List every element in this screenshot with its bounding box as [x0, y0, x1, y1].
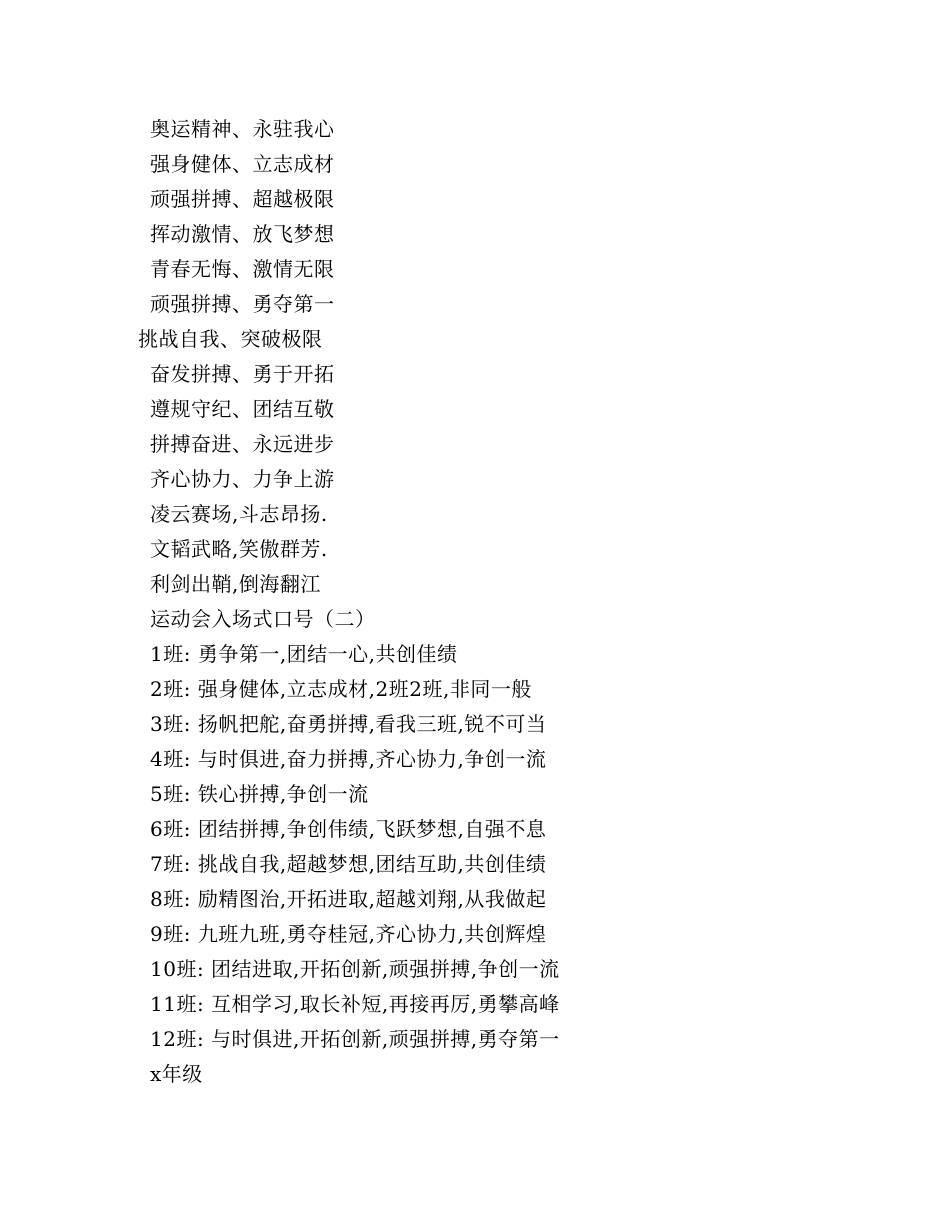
section-heading: 运动会入场式口号（二）: [150, 607, 376, 631]
class-slogan-line: 11班: 互相学习,取长补短,再接再厉,勇攀高峰: [150, 992, 560, 1016]
text-line: 青春无悔、激情无限: [150, 257, 335, 281]
class-slogan-line: 6班: 团结拼搏,争创伟绩,飞跃梦想,自强不息: [150, 817, 547, 841]
grade-heading: x年级: [150, 1062, 203, 1086]
class-slogan-line: 4班: 与时俱进,奋力拼搏,齐心协力,争创一流: [150, 747, 547, 771]
text-line: 利剑出鞘,倒海翻江: [150, 572, 321, 596]
text-line: 齐心协力、力争上游: [150, 467, 335, 491]
text-line: 凌云赛场,斗志昂扬.: [150, 502, 328, 526]
text-line: 遵规守纪、团结互敬: [150, 397, 335, 421]
class-slogan-line: 3班: 扬帆把舵,奋勇拼搏,看我三班,锐不可当: [150, 712, 547, 736]
text-line: 奋发拼搏、勇于开拓: [150, 362, 335, 386]
text-line: 文韬武略,笑傲群芳.: [150, 537, 328, 561]
class-slogan-line: 9班: 九班九班,勇夺桂冠,齐心协力,共创辉煌: [150, 922, 547, 946]
text-line: 顽强拼搏、超越极限: [150, 187, 335, 211]
class-slogan-line: 5班: 铁心拼搏,争创一流: [150, 782, 369, 806]
class-slogan-line: 1班: 勇争第一,团结一心,共创佳绩: [150, 642, 458, 666]
text-line: 挥动激情、放飞梦想: [150, 222, 335, 246]
class-slogan-line: 2班: 强身健体,立志成材,2班2班,非同一般: [150, 677, 532, 701]
class-slogan-line: 12班: 与时俱进,开拓创新,顽强拼搏,勇夺第一: [150, 1027, 560, 1051]
class-slogan-line: 10班: 团结进取,开拓创新,顽强拼搏,争创一流: [150, 957, 560, 981]
class-slogan-line: 8班: 励精图治,开拓进取,超越刘翔,从我做起: [150, 887, 547, 911]
class-slogan-line: 7班: 挑战自我,超越梦想,团结互助,共创佳绩: [150, 852, 547, 876]
text-line: 奥运精神、永驻我心: [150, 117, 335, 141]
text-line: 拼搏奋进、永远进步: [150, 432, 335, 456]
text-line: 顽强拼搏、勇夺第一: [150, 292, 335, 316]
text-line: 挑战自我、突破极限: [138, 327, 323, 351]
text-line: 强身健体、立志成材: [150, 152, 335, 176]
document-body: [138, 112, 850, 1092]
